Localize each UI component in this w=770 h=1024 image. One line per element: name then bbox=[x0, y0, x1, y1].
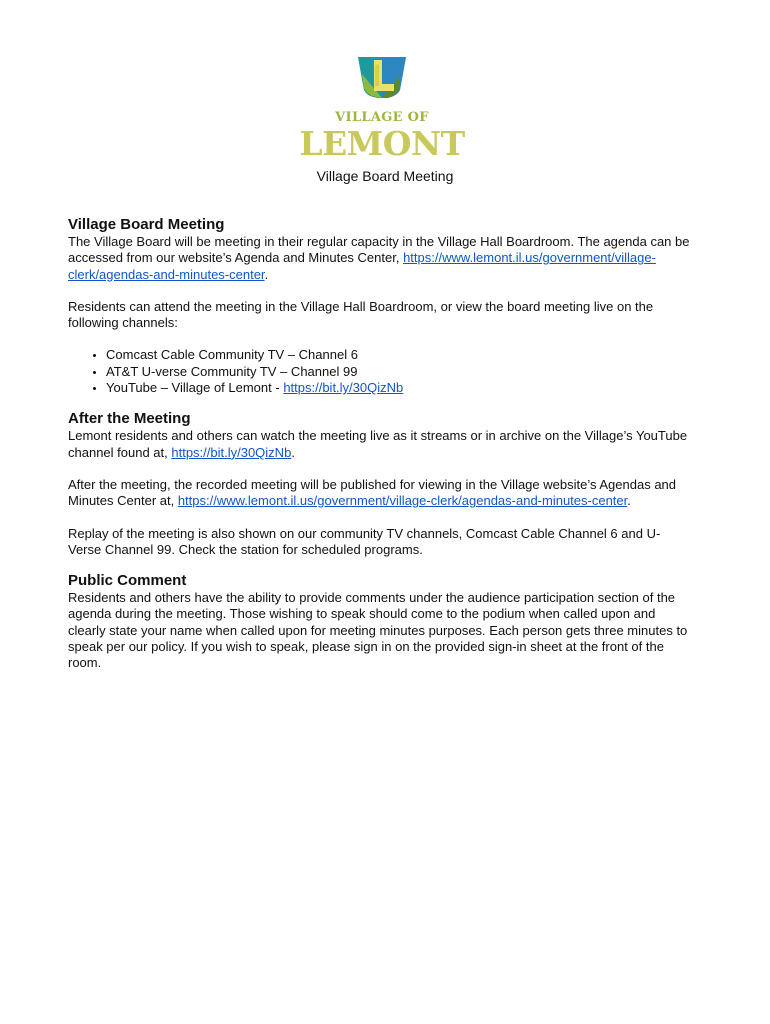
section-heading-after-meeting: After the Meeting bbox=[68, 410, 191, 428]
village-of-lemont-logo bbox=[296, 54, 468, 160]
logo-emblem bbox=[358, 57, 406, 98]
section-heading-public-comment: Public Comment bbox=[68, 572, 187, 590]
agendas-minutes-link[interactable]: https://www.lemont.il.us/government/village-clerk/agendas-and-minutes-center bbox=[68, 250, 656, 282]
after-meeting-p1-text: Lemont residents and others can watch the meeting live as it streams or in archive on the Village’s YouTube channel found at, bbox=[68, 428, 688, 460]
list-item-att: • AT&T U-verse Community TV – Channel 99 bbox=[106, 364, 693, 380]
after-meeting-paragraph-2 bbox=[68, 477, 693, 510]
after-meeting-paragraph-1 bbox=[68, 428, 693, 461]
document-body bbox=[68, 216, 693, 672]
after-meeting-p2-end: . bbox=[627, 493, 631, 509]
board-meeting-p1-text: The Village Board will be meeting in their regular capacity in the Village Hall Boardroom. The agenda can be accessed from our website’s Agenda and Minutes Center, bbox=[68, 234, 690, 266]
public-comment-paragraph: Residents and others have the ability to provide comments under the audience participation section of the agenda during the meeting. Those wishing to speak should come to the podium when called upon and clearly state your name when called upon for meeting minutes purposes. Each person gets three minutes to speak per our policy. If you wish to speak, please sign in on the provided sign-in sheet at the front of the room. bbox=[68, 590, 688, 671]
after-meeting-paragraph-3: Replay of the meeting is also shown on our community TV channels, Comcast Cable Channel 6 and U-Verse Channel 99. Check the station for scheduled programs. bbox=[68, 525, 661, 557]
document-title: Village Board Meeting bbox=[316, 168, 454, 184]
agendas-minutes-link-2[interactable]: https://www.lemont.il.us/government/village-clerk/agendas-and-minutes-center bbox=[177, 493, 628, 509]
board-meeting-p1-end: . bbox=[264, 266, 269, 282]
list-item-comcast: • Comcast Cable Community TV – Channel 6 bbox=[106, 347, 693, 363]
youtube-channel-link[interactable]: https://bit.ly/30QizNb bbox=[171, 444, 292, 460]
board-meeting-paragraph-2: Residents can attend the meeting in the Village Hall Boardroom, or view the board meeting live on the following channels: bbox=[68, 298, 654, 331]
channels-list bbox=[68, 347, 693, 396]
youtube-link[interactable]: https://bit.ly/30QizNb bbox=[283, 380, 404, 396]
after-meeting-p2-text: After the meeting, the recorded meeting will be published for viewing in the Village website’s Agendas and Minutes Center at, bbox=[68, 476, 677, 509]
list-item-youtube bbox=[106, 380, 693, 396]
board-meeting-paragraph-1 bbox=[68, 234, 693, 283]
youtube-channel-label: YouTube – Village of Lemont - bbox=[106, 380, 284, 396]
logo-line2: LEMONT bbox=[299, 124, 465, 160]
after-meeting-p1-end: . bbox=[291, 444, 295, 460]
logo-line1: VILLAGE OF bbox=[335, 110, 429, 125]
section-heading-board-meeting: Village Board Meeting bbox=[68, 216, 225, 233]
